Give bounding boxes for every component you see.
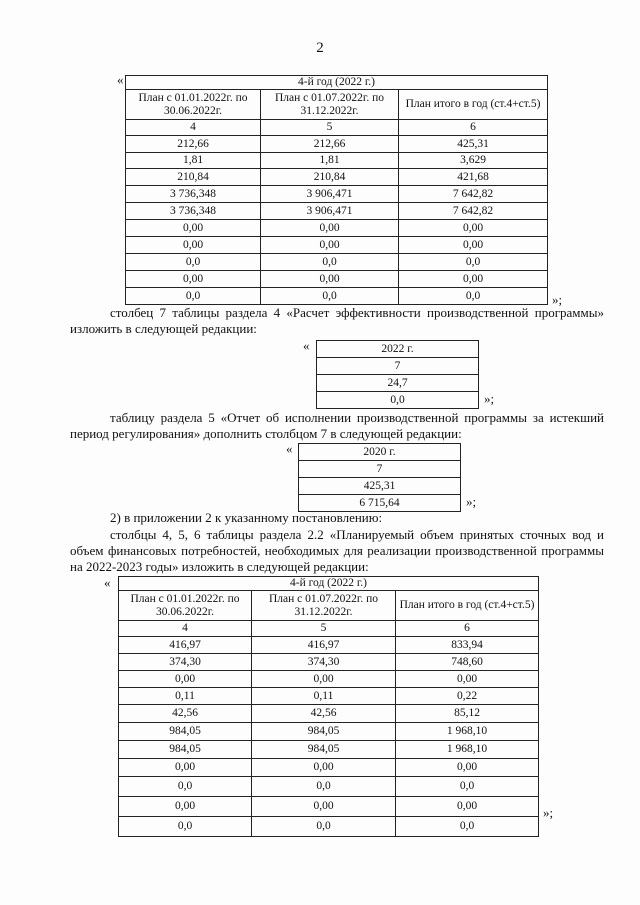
table-row [126, 271, 548, 288]
cell: 0,11 [119, 688, 252, 705]
table-row [126, 169, 548, 186]
cell: 0,0 [126, 254, 261, 271]
table-row [119, 654, 539, 671]
cell: 210,84 [261, 169, 399, 186]
cell: 984,05 [252, 741, 396, 759]
year-header: 4-й год (2022 г.) [119, 577, 539, 591]
cell: 0,0 [119, 777, 252, 797]
cell: 0,00 [252, 797, 396, 817]
cell: 425,31 [299, 478, 461, 495]
cell: 0,0 [252, 777, 396, 797]
cell: 210,84 [126, 169, 261, 186]
col-number: 6 [399, 120, 548, 136]
table-row [119, 671, 539, 688]
cell: 0,00 [126, 237, 261, 254]
cell: 0,11 [252, 688, 396, 705]
cell: 0,0 [252, 817, 396, 837]
close-quote: »; [552, 292, 563, 307]
close-quote: »; [466, 494, 477, 509]
cell: 0,00 [396, 671, 539, 688]
cell: 0,00 [119, 671, 252, 688]
table-row [119, 759, 539, 777]
cell: 42,56 [119, 705, 252, 723]
col-number: 4 [119, 621, 252, 637]
col-header: План итого в год (ст.4+ст.5) [399, 90, 548, 120]
cell: 3 736,348 [126, 203, 261, 220]
table-row [126, 220, 548, 237]
paragraph-column7-section4: столбец 7 таблицы раздела 4 «Расчет эффективности производственной программы» изложить в следующей редакции: [70, 305, 604, 336]
col-header: План с 01.01.2022г. по 30.06.2022г. [126, 90, 261, 120]
page-number: 2 [316, 40, 324, 56]
cell: 1,81 [126, 153, 261, 169]
paragraph-section22: столбцы 4, 5, 6 таблицы раздела 2.2 «Планируемый объем принятых сточных вод и объем финансовых потребностей, необходимых для реализации производственной программы на 2022-2023 годы» изложить в следующей редакции: [70, 527, 604, 574]
cell: 0,0 [119, 817, 252, 837]
cell: 0,0 [399, 254, 548, 271]
table-plan-2022-section4 [125, 75, 548, 305]
cell: 42,56 [252, 705, 396, 723]
table-row [126, 153, 548, 169]
table-row [119, 637, 539, 654]
table-row [119, 705, 539, 723]
cell: 0,00 [399, 220, 548, 237]
cell: 3 736,348 [126, 186, 261, 203]
table-row [126, 254, 548, 271]
close-quote: »; [484, 391, 495, 406]
cell: 6 715,64 [299, 495, 461, 512]
table-report-col7 [298, 443, 461, 512]
open-quote: « [104, 575, 111, 590]
cell: 0,0 [261, 254, 399, 271]
col-header: План с 01.01.2022г. по 30.06.2022г. [119, 591, 252, 621]
cell: 7 642,82 [399, 203, 548, 220]
cell: 1,81 [261, 153, 399, 169]
table-row [126, 237, 548, 254]
cell: 212,66 [126, 136, 261, 153]
close-quote: »; [543, 805, 554, 820]
cell: 7 642,82 [399, 186, 548, 203]
cell: 984,05 [119, 723, 252, 741]
cell: 0,00 [399, 237, 548, 254]
cell: 2022 г. [317, 341, 479, 358]
cell: 416,97 [252, 637, 396, 654]
cell: 1 968,10 [396, 741, 539, 759]
cell: 0,0 [399, 288, 548, 305]
cell: 374,30 [119, 654, 252, 671]
col-number: 6 [396, 621, 539, 637]
cell: 0,0 [126, 288, 261, 305]
cell: 0,00 [252, 759, 396, 777]
col-number: 5 [261, 120, 399, 136]
cell: 416,97 [119, 637, 252, 654]
table-row [119, 797, 539, 817]
table-row [119, 723, 539, 741]
year-header: 4-й год (2022 г.) [126, 76, 548, 90]
open-quote: « [117, 72, 124, 87]
cell: 212,66 [261, 136, 399, 153]
cell: 0,00 [126, 220, 261, 237]
cell: 3,629 [399, 153, 548, 169]
open-quote: « [303, 338, 310, 353]
cell: 748,60 [396, 654, 539, 671]
cell: 0,0 [396, 817, 539, 837]
cell: 2020 г. [299, 444, 461, 461]
cell: 0,00 [252, 671, 396, 688]
cell: 0,00 [119, 797, 252, 817]
cell: 3 906,471 [261, 203, 399, 220]
table-row [126, 136, 548, 153]
col-number: 4 [126, 120, 261, 136]
cell: 0,0 [261, 288, 399, 305]
table-row [126, 203, 548, 220]
cell: 0,00 [261, 271, 399, 288]
table-row [119, 817, 539, 837]
cell: 0,0 [317, 392, 479, 409]
paragraph-appendix2: 2) в приложении 2 к указанному постановлению: [110, 510, 383, 525]
table-row [126, 288, 548, 305]
table-row [119, 741, 539, 759]
table-row [126, 186, 548, 203]
cell: 1 968,10 [396, 723, 539, 741]
cell: 425,31 [399, 136, 548, 153]
table-plan-2022-section22 [118, 576, 539, 837]
table-row [119, 777, 539, 797]
cell: 0,00 [119, 759, 252, 777]
cell: 0,00 [261, 237, 399, 254]
col-number: 5 [252, 621, 396, 637]
paragraph-section5-report: таблицу раздела 5 «Отчет об исполнении производственной программы за истекший период регулирования» дополнить столбцом 7 в следующей редакции: [70, 410, 604, 441]
open-quote: « [286, 441, 293, 456]
cell: 7 [299, 461, 461, 478]
cell: 984,05 [119, 741, 252, 759]
cell: 0,00 [126, 271, 261, 288]
col-header: План с 01.07.2022г. по 31.12.2022г. [261, 90, 399, 120]
cell: 85,12 [396, 705, 539, 723]
cell: 0,00 [399, 271, 548, 288]
cell: 7 [317, 358, 479, 375]
cell: 984,05 [252, 723, 396, 741]
cell: 0,00 [396, 797, 539, 817]
cell: 0,00 [261, 220, 399, 237]
col-header: План итого в год (ст.4+ст.5) [396, 591, 539, 621]
cell: 374,30 [252, 654, 396, 671]
cell: 3 906,471 [261, 186, 399, 203]
cell: 421,68 [399, 169, 548, 186]
cell: 0,00 [396, 759, 539, 777]
cell: 24,7 [317, 375, 479, 392]
cell: 0,22 [396, 688, 539, 705]
cell: 833,94 [396, 637, 539, 654]
cell: 0,0 [396, 777, 539, 797]
table-row [119, 688, 539, 705]
table-efficiency-col7 [316, 340, 479, 409]
col-header: План с 01.07.2022г. по 31.12.2022г. [252, 591, 396, 621]
